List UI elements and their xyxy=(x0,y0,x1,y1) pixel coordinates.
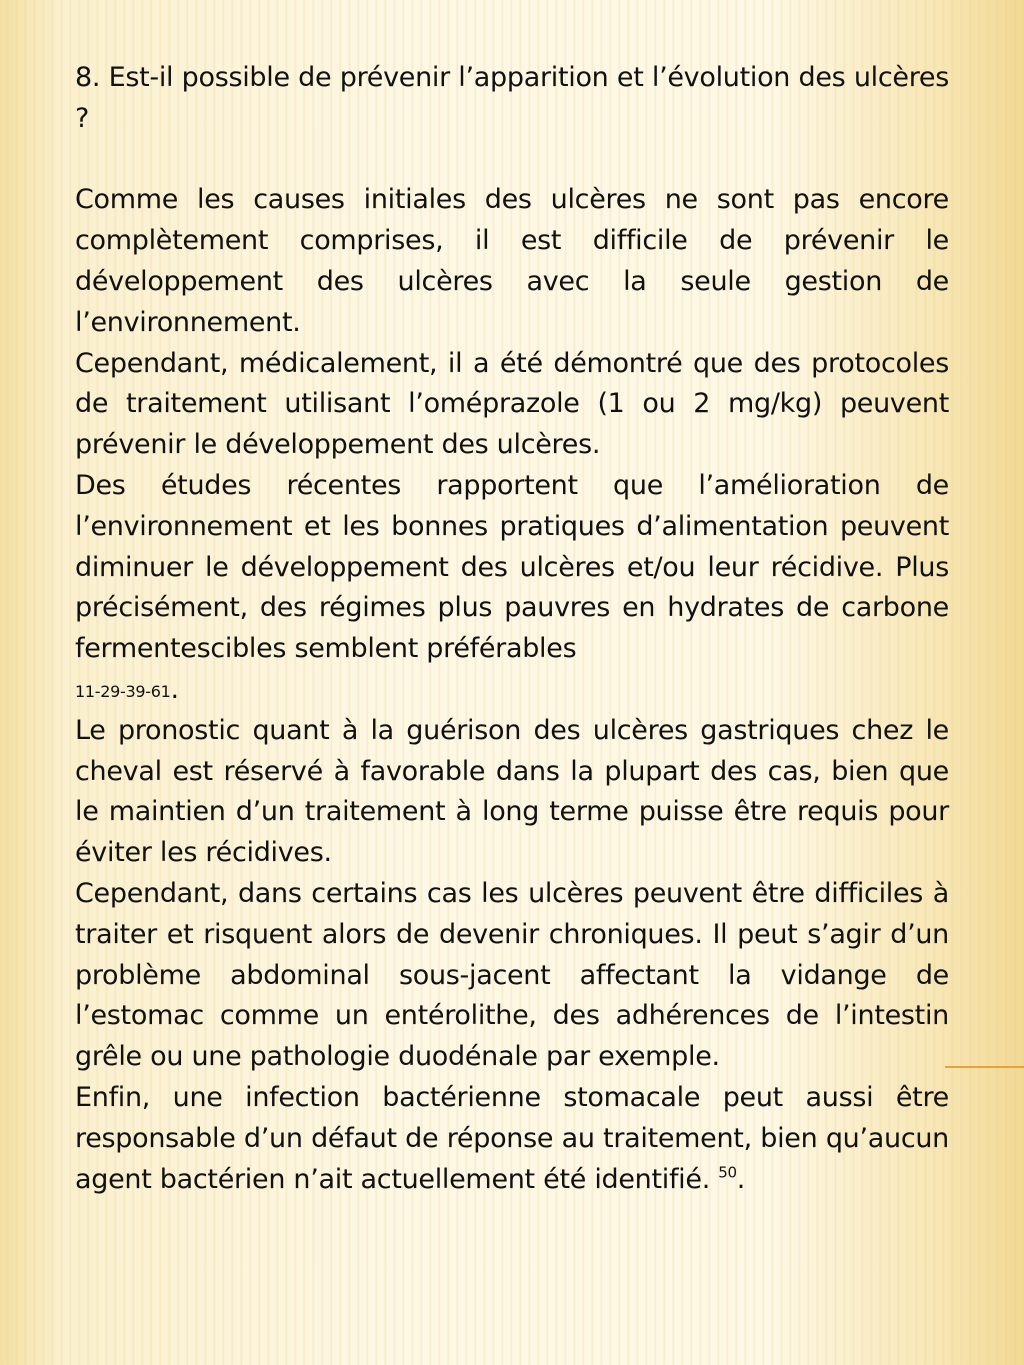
reference-number: 50 xyxy=(718,1163,737,1182)
paragraph-text: Enfin, une infection bactérienne stomacale peut aussi être responsable d’un défaut de réponse au traitement, bien qu’aucun agent bactérien n’ait actuellement été identifié. xyxy=(75,1081,949,1195)
accent-line-decoration xyxy=(945,1066,1024,1068)
paragraph-studies xyxy=(75,466,949,711)
paragraph-end: . xyxy=(736,1163,746,1195)
paragraph-chronic xyxy=(75,874,949,1078)
paragraph-omeprazole xyxy=(75,344,949,466)
slide-content xyxy=(75,58,949,1200)
paragraph-text: Cependant, dans certains cas les ulcères peuvent être difficiles à traiter et risquent alors de devenir chroniques. Il peut s’agir d’un problème abdominal sous-jacent affectant la vidange de l’estomac comme un entérolithe, des adhérences de l’intestin grêle ou une pathologie duodénale par exemple. xyxy=(75,877,949,1073)
paragraph-end: . xyxy=(170,673,179,705)
paragraph-prognosis xyxy=(75,711,949,874)
paragraph-text: Des études récentes rapportent que l’amélioration de l’environnement et les bonnes pratiques d’alimentation peuvent diminuer le développement des ulcères et/ou leur récidive. Plus précisément, des régimes plus pauvres en hydrates de carbone fermentescibles semblent préférables xyxy=(75,469,949,665)
paragraph-text: Comme les causes initiales des ulcères ne sont pas encore complètement comprises, il est difficile de prévenir le développement des ulcères avec la seule gestion de l’environnement. xyxy=(75,184,949,338)
paragraph-infection xyxy=(75,1078,949,1200)
paragraph-causes xyxy=(75,180,949,343)
section-heading: 8. Est-il possible de prévenir l’apparition et l’évolution des ulcères ? xyxy=(75,62,949,134)
reference-number: 11-29-39-61 xyxy=(75,682,171,702)
paragraph-text: Cependant, médicalement, il a été démontré que des protocoles de traitement utilisant l’oméprazole (1 ou 2 mg/kg) peuvent prévenir le développement des ulcères. xyxy=(75,347,949,461)
paragraph-text: Le pronostic quant à la guérison des ulcères gastriques chez le cheval est réservé à favorable dans la plupart des cas, bien que le maintien d’un traitement à long terme puisse être requis pour éviter les récidives. xyxy=(75,714,949,869)
